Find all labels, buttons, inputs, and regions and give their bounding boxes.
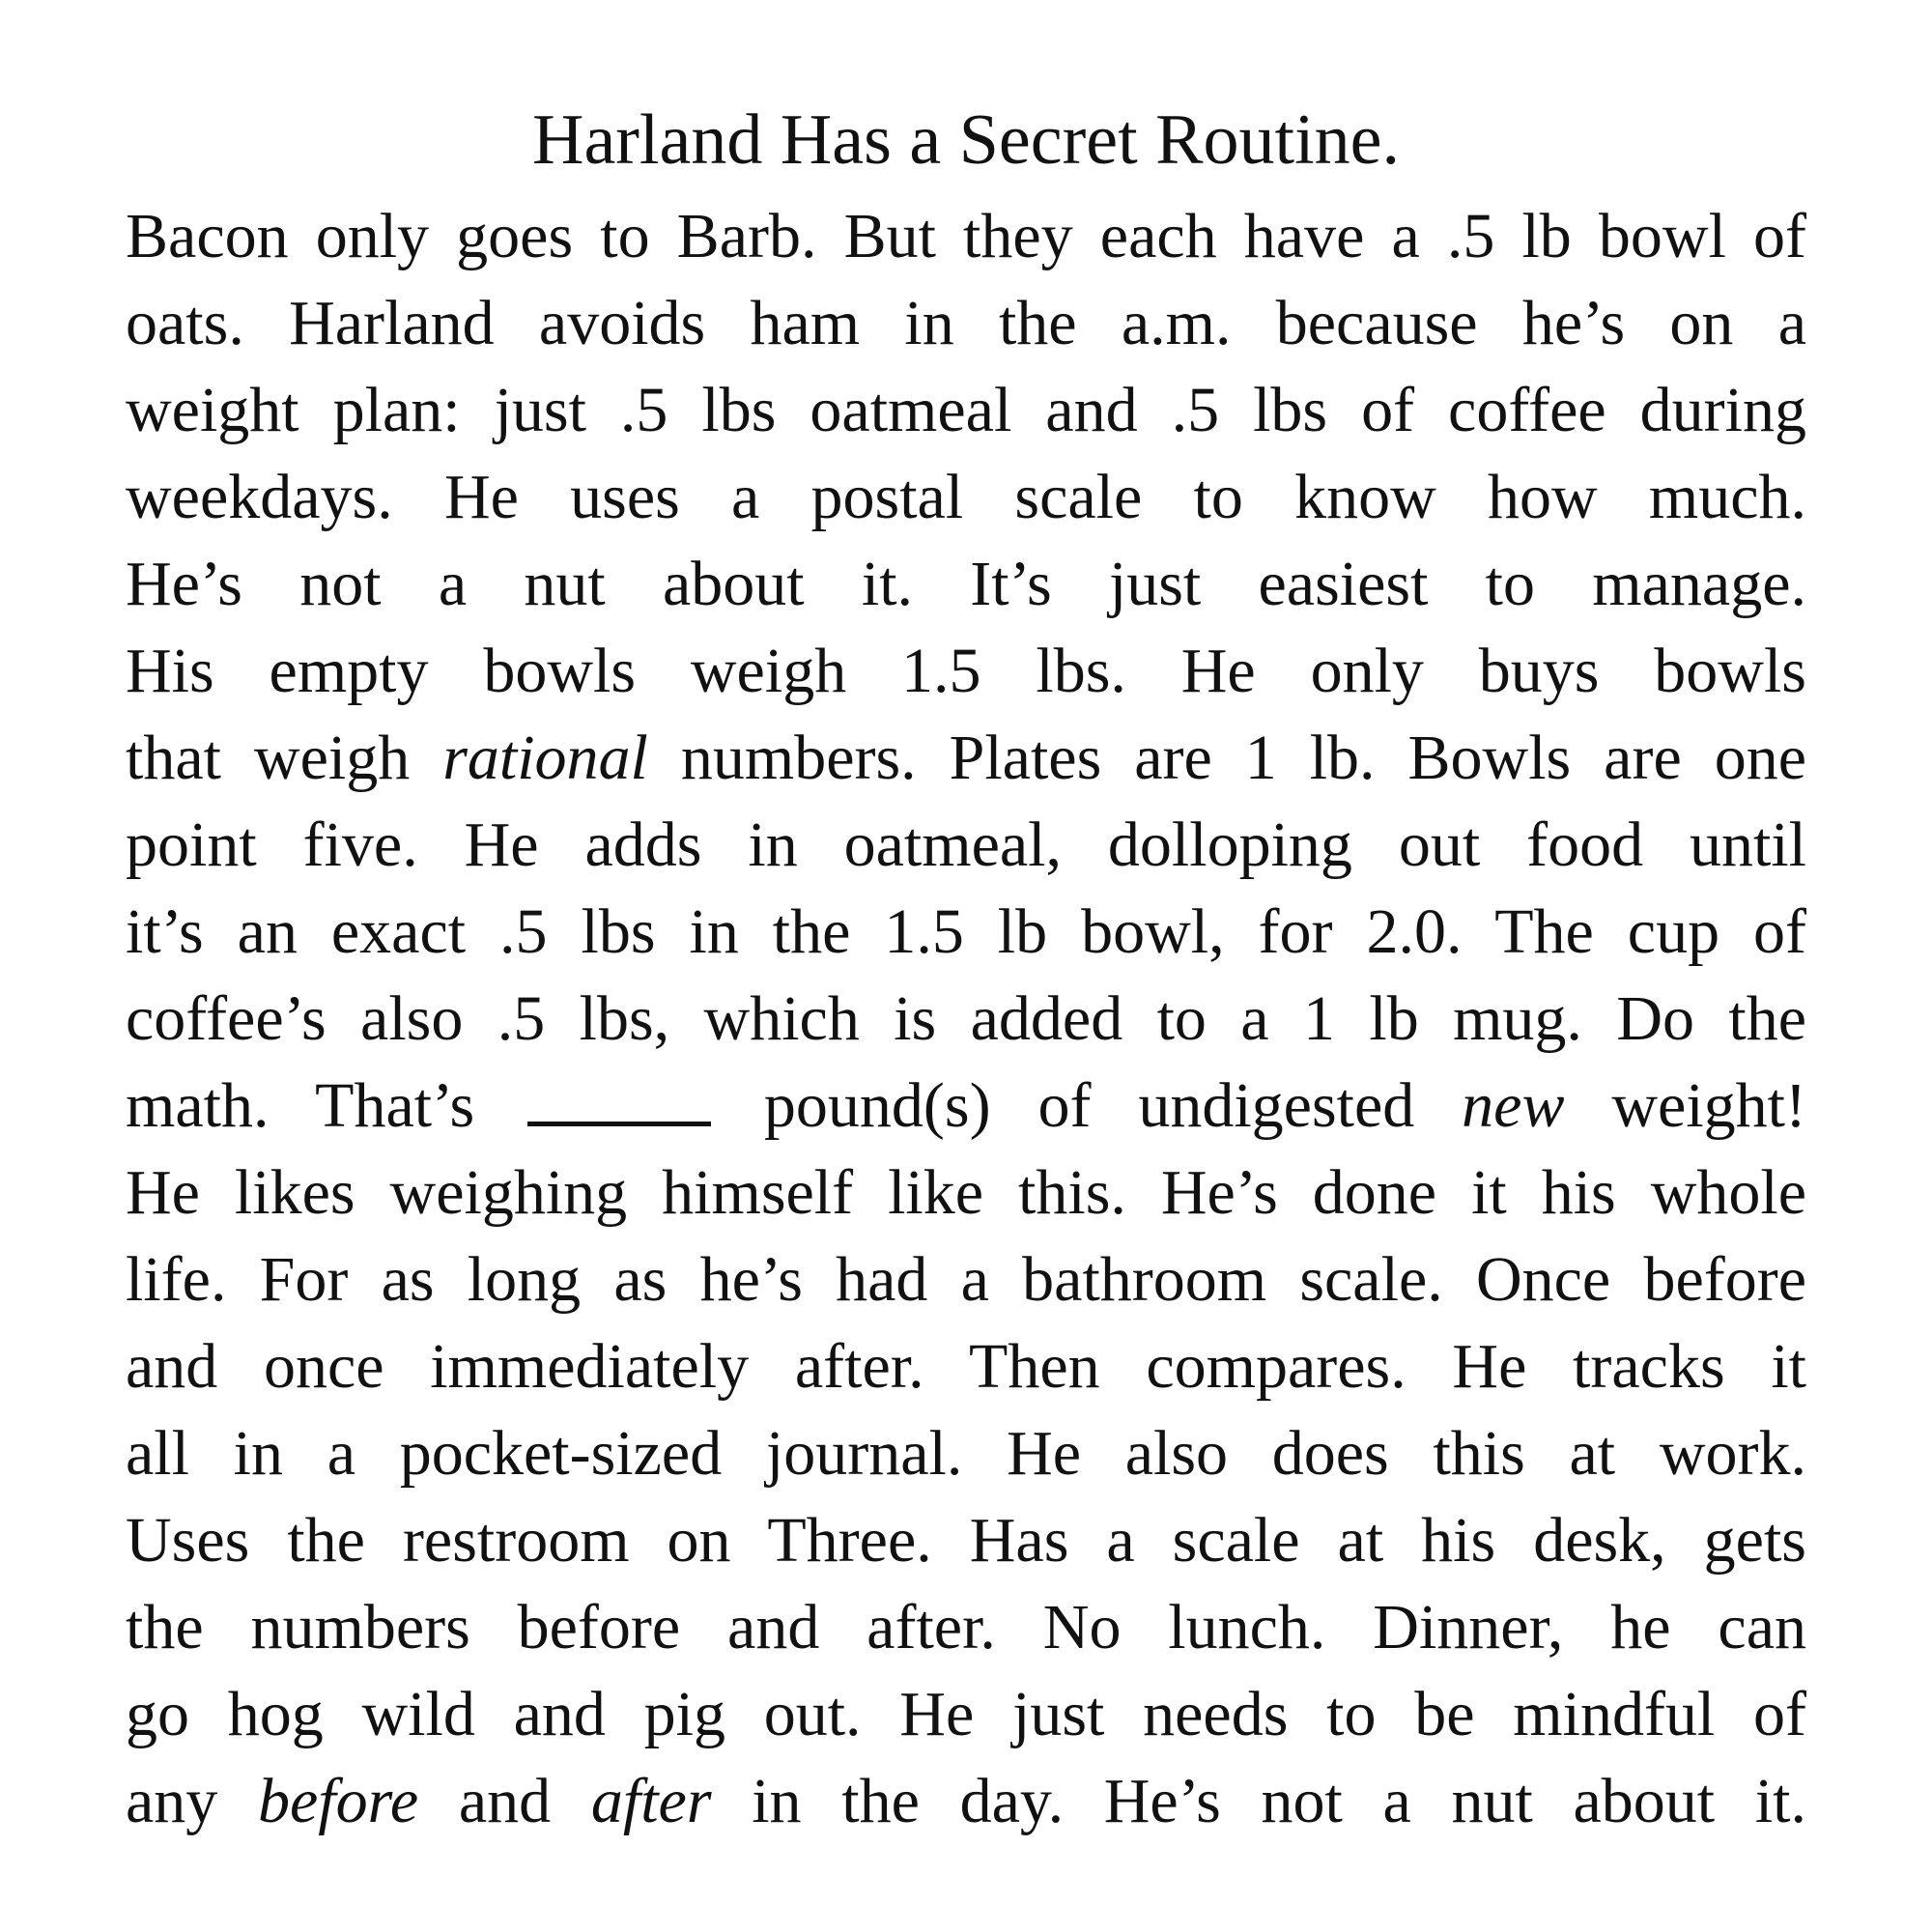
text-line (126, 802, 1806, 889)
text-line (126, 541, 1806, 628)
text-segment: the numbers before and after. No lunch. Dinner, he can (126, 1592, 1806, 1662)
document-title: Harland Has a Secret Routine. (532, 100, 1400, 180)
text-line (126, 715, 1806, 802)
text-segment: all in a pocket-sized journal. He also does this at work. (126, 1418, 1806, 1489)
text-line (126, 193, 1806, 280)
text-line (126, 367, 1806, 454)
text-segment: weekdays. He uses a postal scale to know how much. (126, 462, 1806, 532)
text-line (126, 280, 1806, 367)
text-segment: Uses the restroom on Three. Has a scale at his desk, gets (126, 1505, 1806, 1576)
text-segment: weight! (1564, 1070, 1806, 1141)
text-segment: in the day. He’s not a nut about it. (711, 1766, 1806, 1836)
text-segment: and (418, 1766, 591, 1836)
text-segment: any (126, 1766, 258, 1836)
text-line (126, 1063, 1806, 1150)
document-body (126, 193, 1806, 1845)
text-segment: He’s not a nut about it. It’s just easiest to manage. (126, 549, 1806, 619)
text-line (126, 1497, 1806, 1584)
text-segment: life. For as long as he’s had a bathroom scale. Once before (126, 1244, 1806, 1315)
text-segment: point five. He adds in oatmeal, dolloping out food until (126, 810, 1806, 880)
text-line (126, 1758, 1806, 1845)
text-segment: weight plan: just .5 lbs oatmeal and .5 lbs of coffee during (126, 375, 1806, 445)
italic-text: new (1462, 1070, 1565, 1141)
italic-text: after (590, 1766, 712, 1836)
text-line (126, 628, 1806, 715)
text-line (126, 1323, 1806, 1410)
text-segment: that weigh (126, 723, 443, 793)
text-segment: and once immediately after. Then compares. He tracks it (126, 1331, 1806, 1402)
answer-blank (527, 1073, 711, 1126)
italic-text: before (258, 1766, 419, 1836)
text-segment: numbers. Plates are 1 lb. Bowls are one (647, 723, 1806, 793)
text-segment: oats. Harland avoids ham in the a.m. because he’s on a (126, 288, 1806, 358)
text-segment: His empty bowls weigh 1.5 lbs. He only buys bowls (126, 636, 1806, 706)
text-segment: math. That’s (126, 1070, 523, 1141)
text-segment: coffee’s also .5 lbs, which is added to a 1 lb mug. Do the (126, 983, 1806, 1054)
text-line (126, 1410, 1806, 1497)
text-line (126, 1236, 1806, 1323)
text-line (126, 976, 1806, 1063)
text-line (126, 1584, 1806, 1671)
text-segment: He likes weighing himself like this. He’s done it his whole (126, 1157, 1806, 1228)
text-line (126, 889, 1806, 976)
text-segment: it’s an exact .5 lbs in the 1.5 lb bowl, for 2.0. The cup of (126, 896, 1806, 967)
text-line (126, 454, 1806, 541)
text-segment: pound(s) of undigested (717, 1070, 1463, 1141)
italic-text: rational (442, 723, 648, 793)
text-line (126, 1150, 1806, 1236)
text-segment: Bacon only goes to Barb. But they each have a .5 lb bowl of (126, 201, 1806, 271)
text-line (126, 1671, 1806, 1758)
text-segment: go hog wild and pig out. He just needs to be mindful of (126, 1679, 1806, 1749)
